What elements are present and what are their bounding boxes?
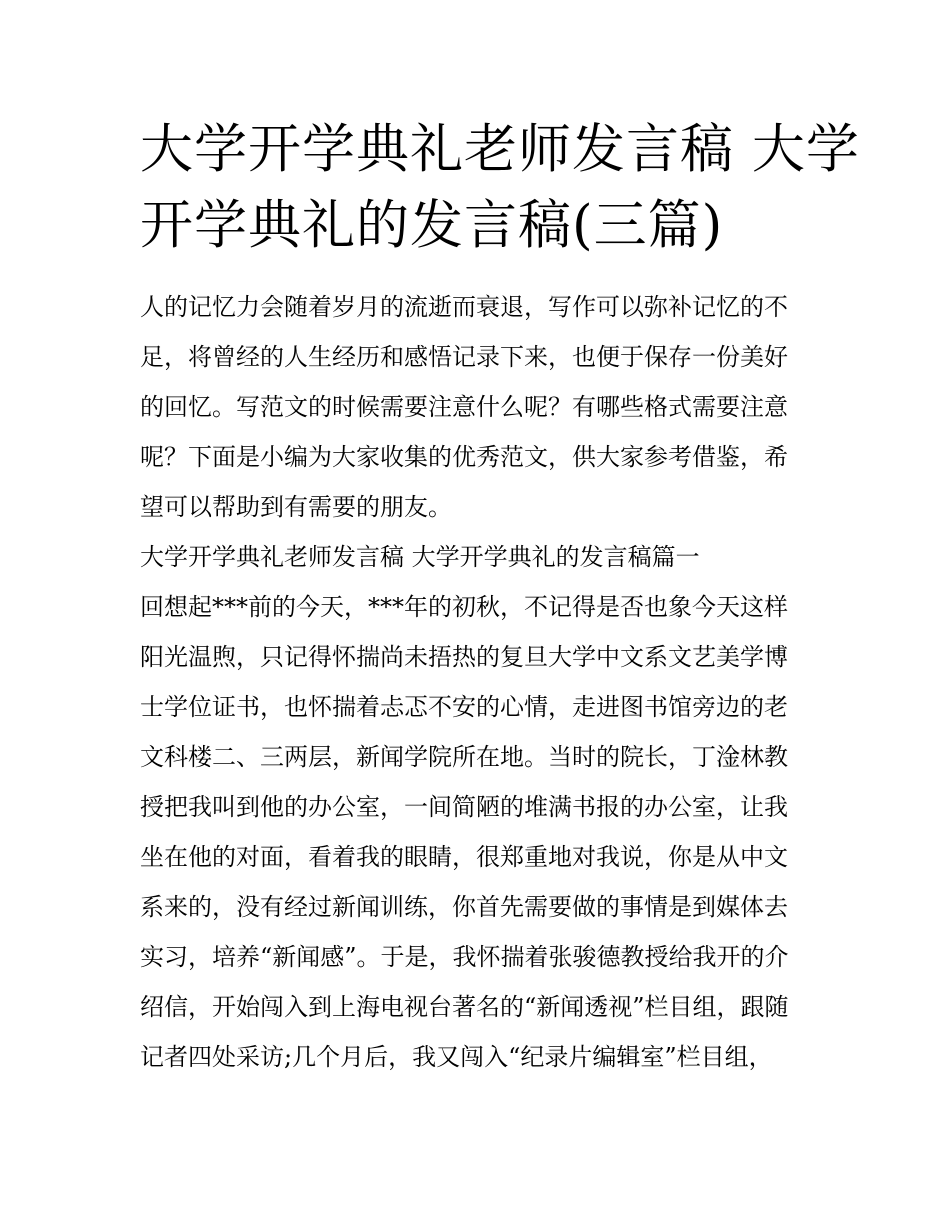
intro-line: 人的记忆力会随着岁月的流逝而衰退，写作可以弥补记忆的不 bbox=[140, 293, 788, 321]
section-line: 授把我叫到他的办公室，一间简陋的堆满书报的办公室，让我 bbox=[140, 793, 788, 821]
section-line: 系来的，没有经过新闻训练，你首先需要做的事情是到媒体去 bbox=[140, 893, 788, 921]
section-line: 回想起***前的今天，***年的初秋，不记得是否也象今天这样 bbox=[140, 593, 788, 621]
section-paragraph bbox=[140, 582, 820, 1082]
document-title bbox=[140, 112, 860, 264]
intro-line: 呢？下面是小编为大家收集的优秀范文，供大家参考借鉴，希 bbox=[140, 443, 788, 471]
section-line: 记者四处采访;几个月后，我又闯入“纪录片编辑室”栏目组， bbox=[140, 1043, 773, 1071]
intro-line: 望可以帮助到有需要的朋友。 bbox=[140, 493, 452, 521]
title-line: 大学开学典礼老师发言稿 大学 bbox=[140, 119, 860, 180]
section-line: 阳光温煦，只记得怀揣尚未捂热的复旦大学中文系文艺美学博 bbox=[140, 643, 788, 671]
intro-line: 足，将曾经的人生经历和感悟记录下来，也便于保存一份美好 bbox=[140, 343, 788, 371]
section-line: 坐在他的对面，看着我的眼睛，很郑重地对我说，你是从中文 bbox=[140, 843, 788, 871]
section-line: 文科楼二、三两层，新闻学院所在地。当时的院长，丁淦林教 bbox=[140, 743, 788, 771]
document-content bbox=[140, 112, 860, 1082]
title-line: 开学典礼的发言稿(三篇) bbox=[140, 195, 724, 256]
section-line: 实习，培养“新闻感”。于是，我怀揣着张骏德教授给我开的介 bbox=[140, 943, 789, 971]
intro-line: 的回忆。写范文的时候需要注意什么呢？有哪些格式需要注意 bbox=[140, 393, 788, 421]
intro-paragraph bbox=[140, 282, 820, 532]
section-heading: 大学开学典礼老师发言稿 大学开学典礼的发言稿篇一 bbox=[140, 543, 700, 571]
section-line: 绍信，开始闯入到上海电视台著名的“新闻透视”栏目组，跟随 bbox=[140, 993, 789, 1021]
section-line: 士学位证书，也怀揣着忐忑不安的心情，走进图书馆旁边的老 bbox=[140, 693, 788, 721]
